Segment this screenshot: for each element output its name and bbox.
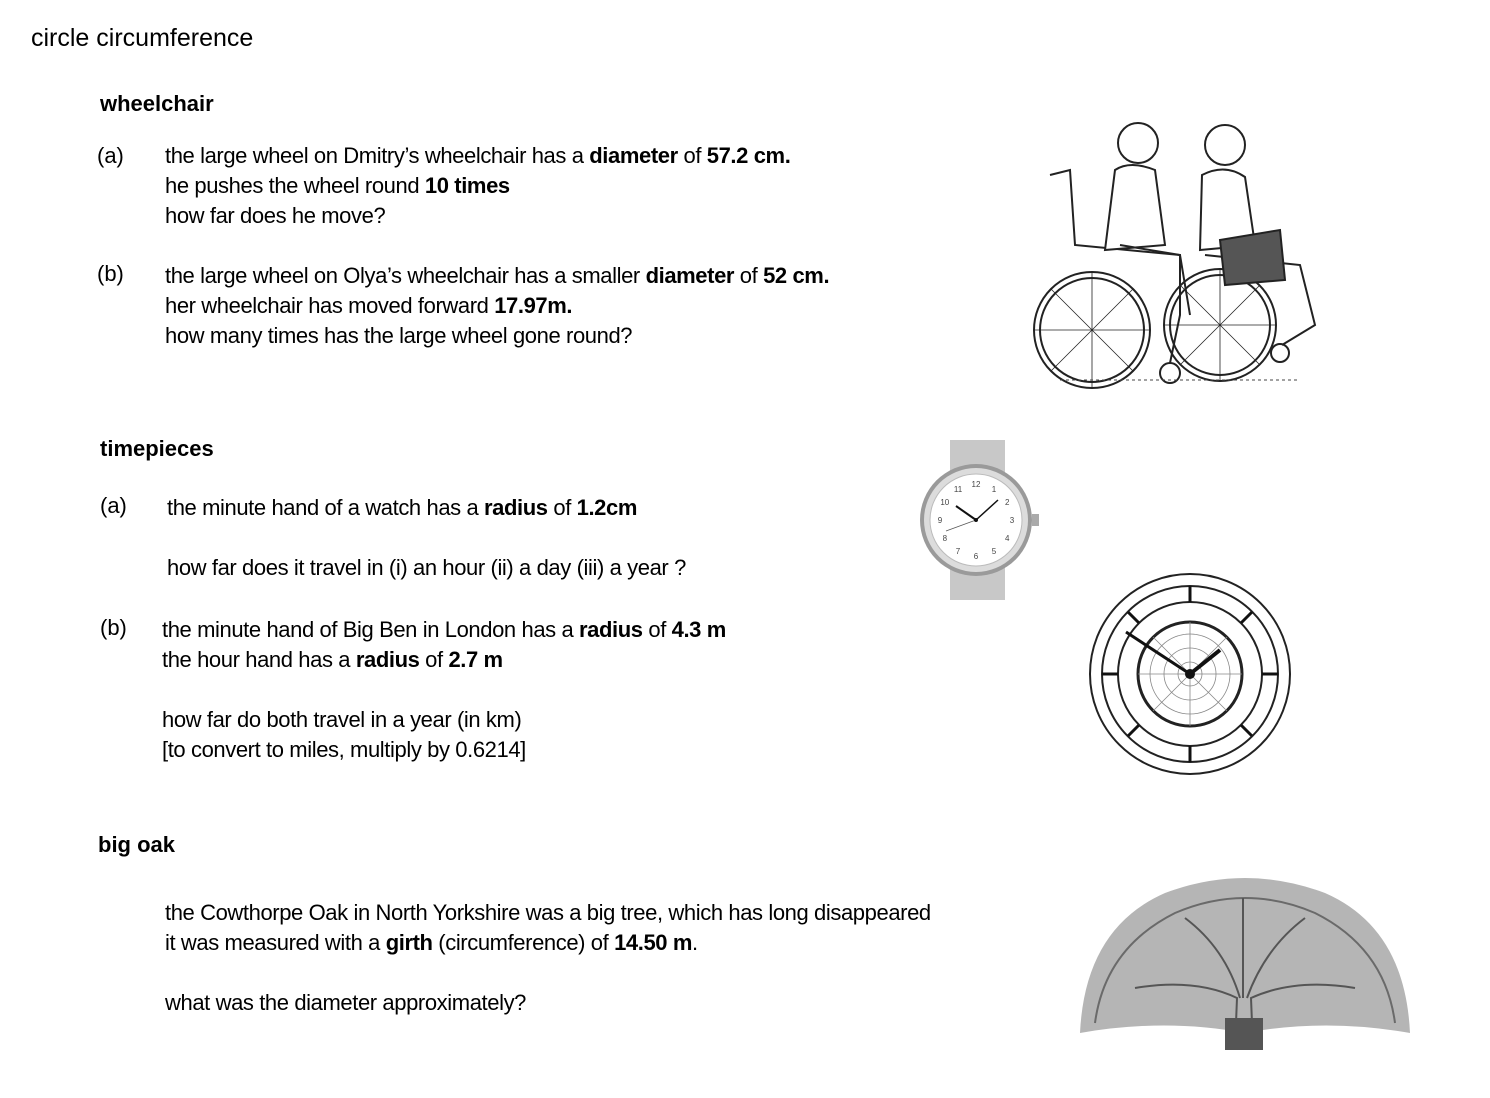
text-segment: the minute hand of a watch has a bbox=[167, 495, 485, 520]
text-segment: [to convert to miles, multiply by 0.6214] bbox=[162, 737, 526, 762]
question-line bbox=[165, 293, 572, 319]
text-segment: of bbox=[734, 263, 764, 288]
page-title: circle circumference bbox=[31, 24, 254, 52]
text-segment: what was the diameter approximately? bbox=[165, 990, 527, 1015]
text-segment: he pushes the wheel round bbox=[165, 173, 425, 198]
emphasis-text: 2.7 m bbox=[448, 647, 503, 672]
text-segment: (circumference) of bbox=[432, 930, 615, 955]
svg-text:12: 12 bbox=[971, 480, 981, 489]
question-line bbox=[165, 930, 698, 956]
emphasis-text: girth bbox=[385, 930, 433, 955]
question-line bbox=[162, 737, 526, 763]
emphasis-text: diameter bbox=[589, 143, 678, 168]
text-segment: the minute hand of Big Ben in London has a bbox=[162, 617, 580, 642]
text-segment: of bbox=[419, 647, 449, 672]
text-segment: it was measured with a bbox=[165, 930, 386, 955]
question-label: (b) bbox=[100, 615, 127, 640]
question-label: (b) bbox=[97, 261, 124, 286]
emphasis-text: 57.2 cm. bbox=[706, 143, 791, 168]
text-segment: the large wheel on Olya’s wheelchair has a smaller bbox=[165, 263, 646, 288]
text-segment: how far do both travel in a year (in km) bbox=[162, 707, 522, 732]
svg-text:2: 2 bbox=[1004, 498, 1010, 507]
svg-text:9: 9 bbox=[937, 516, 943, 525]
emphasis-text: radius bbox=[484, 495, 548, 520]
svg-text:4: 4 bbox=[1004, 534, 1010, 543]
question-line bbox=[162, 707, 521, 733]
svg-text:6: 6 bbox=[973, 552, 979, 561]
svg-text:1: 1 bbox=[991, 484, 997, 494]
svg-text:8: 8 bbox=[942, 534, 948, 543]
text-segment: her wheelchair has moved forward bbox=[165, 293, 495, 318]
question-line bbox=[167, 555, 686, 581]
emphasis-text: 4.3 m bbox=[671, 617, 726, 642]
text-segment: how many times has the large wheel gone round? bbox=[165, 323, 633, 348]
big-ben-clock-illustration bbox=[1088, 572, 1293, 777]
question-line bbox=[165, 203, 385, 229]
text-segment: . bbox=[692, 930, 698, 955]
question-line bbox=[165, 990, 526, 1016]
oak-tree-illustration bbox=[1075, 868, 1415, 1053]
section-heading-wheelchair: wheelchair bbox=[100, 91, 214, 116]
emphasis-text: radius bbox=[579, 617, 643, 642]
text-segment: of bbox=[677, 143, 707, 168]
text-segment: of bbox=[547, 495, 577, 520]
text-segment: the Cowthorpe Oak in North Yorkshire was a big tree, which has long disappeared bbox=[165, 900, 931, 925]
svg-text:7: 7 bbox=[955, 547, 961, 557]
svg-text:10: 10 bbox=[940, 498, 950, 507]
emphasis-text: radius bbox=[355, 647, 420, 672]
question-label: (a) bbox=[100, 493, 127, 518]
emphasis-text: diameter bbox=[645, 263, 735, 288]
text-segment: the hour hand has a bbox=[162, 647, 356, 672]
question-line bbox=[162, 617, 726, 643]
question-line bbox=[165, 173, 510, 199]
question-line bbox=[165, 323, 632, 349]
emphasis-text: 14.50 m bbox=[614, 930, 693, 955]
emphasis-text: 17.97m. bbox=[494, 293, 573, 318]
question-label: (a) bbox=[97, 143, 124, 168]
section-heading-big-oak: big oak bbox=[98, 832, 176, 857]
question-line bbox=[165, 900, 931, 926]
svg-text:5: 5 bbox=[991, 547, 997, 557]
question-line bbox=[167, 495, 637, 521]
text-segment: how far does he move? bbox=[165, 203, 386, 228]
section-heading-timepieces: timepieces bbox=[100, 436, 214, 461]
question-line bbox=[165, 263, 829, 289]
svg-text:3: 3 bbox=[1009, 516, 1015, 525]
emphasis-text: 1.2cm bbox=[576, 495, 638, 520]
emphasis-text: 10 times bbox=[424, 173, 510, 198]
question-line bbox=[165, 143, 790, 169]
text-segment: of bbox=[642, 617, 672, 642]
svg-text:11: 11 bbox=[953, 484, 963, 494]
wheelchair-illustration bbox=[1030, 115, 1320, 390]
text-segment: the large wheel on Dmitry’s wheelchair has a bbox=[165, 143, 590, 168]
question-line bbox=[162, 647, 503, 673]
text-segment: how far does it travel in (i) an hour (ii) a day (iii) a year ? bbox=[167, 555, 686, 580]
emphasis-text: 52 cm. bbox=[763, 263, 830, 288]
wristwatch-illustration bbox=[912, 440, 1047, 600]
